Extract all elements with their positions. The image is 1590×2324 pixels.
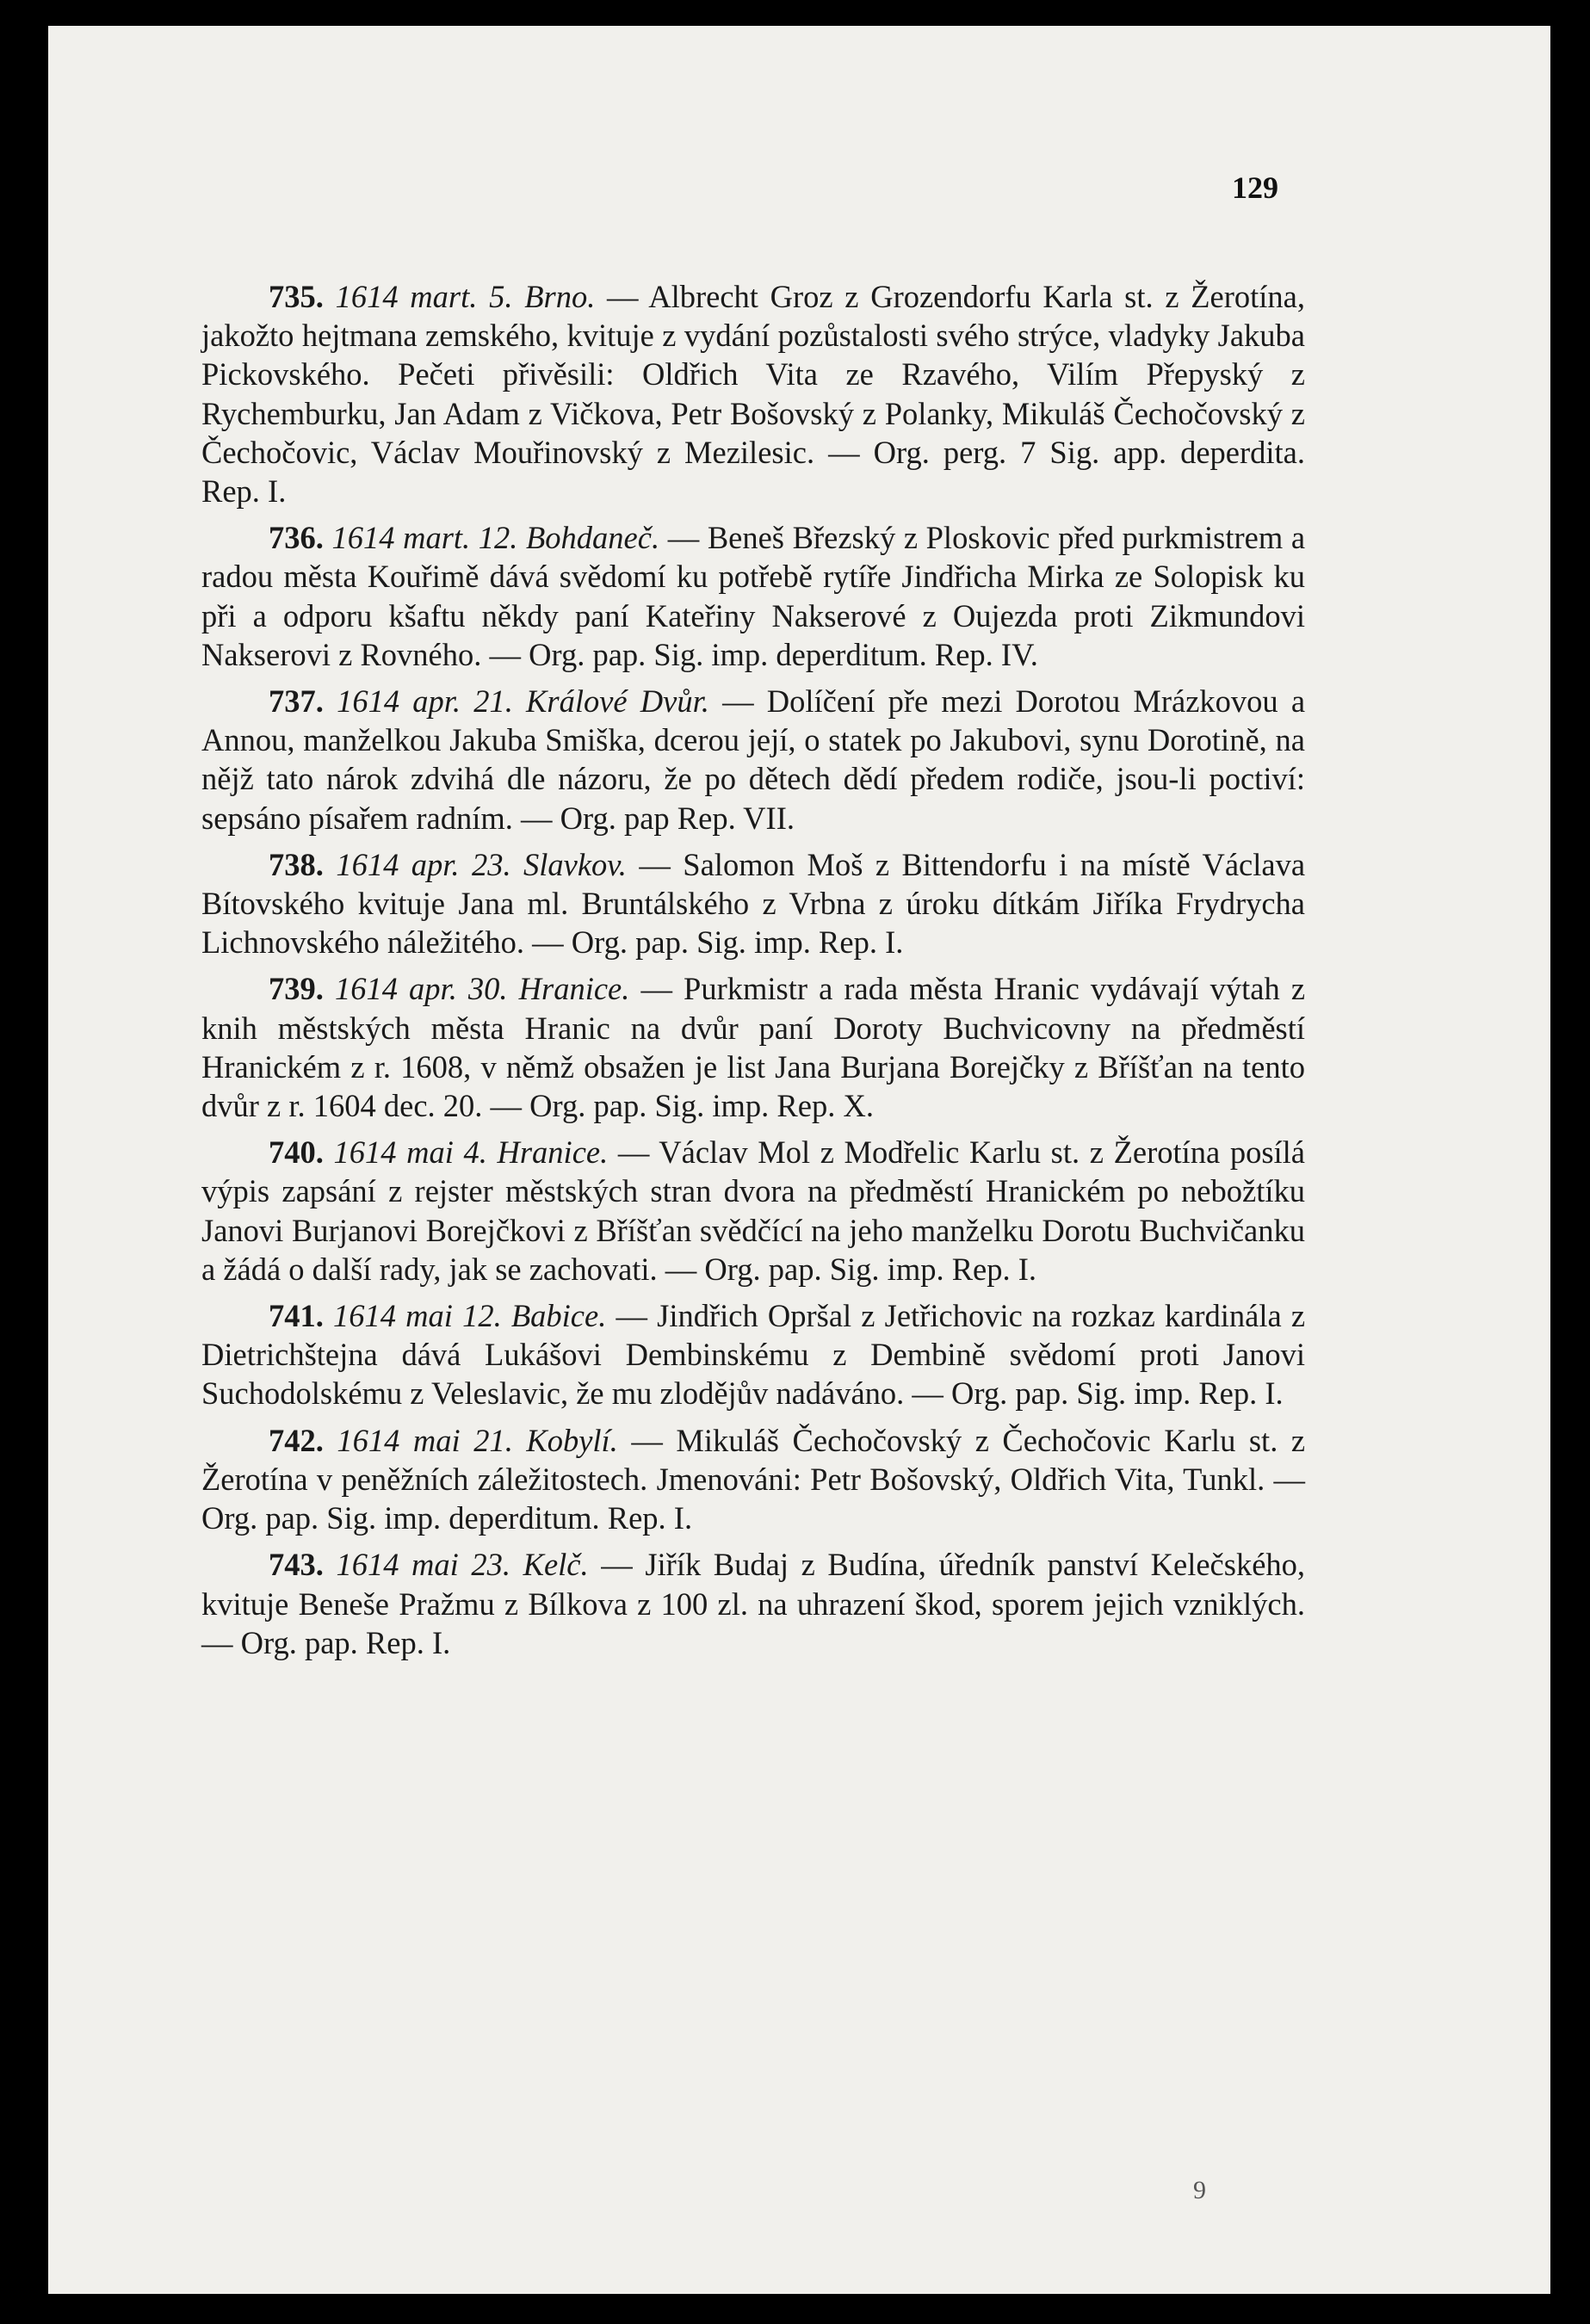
entry-text: Jindřich Opršal z Jetřichovic na rozkaz kardinála z Dietrichštejna dává Lukášovi Dembinskému z Dembině svědomí proti Janovi Suchodolskému z Veleslavic, že mu zlodějův nadáváno. — Org. pap. Sig. imp. Rep. I. <box>201 1298 1306 1412</box>
entry-text: Purkmistr a rada města Hranic vydávají výtah z knih městských města Hranic na dvůr paní Doroty Buchvicovny na předměstí Hranickém z r. 1608, v němž obsažen je list Jana Burjana Borejčky z Bříšťan na tento dvůr z r. 1604 dec. 20. — Org. pap. Sig. imp. Rep. X. <box>201 971 1306 1124</box>
entry-738: 738. 1614 apr. 23. Slavkov. — Salomon Moš z Bittendorfu i na místě Václava Bítovského kvituje Jana ml. Bruntálského z Vrbna z úroku dítkám Jiříka Frydrycha Lichnovského náležitého. — Org. pap. Sig. imp. Rep. I. <box>201 846 1306 961</box>
signature-mark: 9 <box>1193 2176 1206 2204</box>
entry-number: 737. <box>269 683 324 720</box>
page-number: 129 <box>1232 170 1278 205</box>
entry-737: 737. 1614 apr. 21. Králové Dvůr. — Dolíčení pře mezi Dorotou Mrázkovou a Annou, manželkou Jakuba Smiška, dcerou její, o statek po Jakubovi, synu Dorotině, na nějž tato nárok zdvihá dle názoru, že po dětech dědí předem rodiče, jsou-li poctiví: sepsáno písařem radním. — Org. pap Rep. VII. <box>201 683 1306 836</box>
entry-text: Albrecht Groz z Grozendorfu Karla st. z Žerotína, jakožto hejtmana zemského, kvituje z vydání pozůstalosti svého strýce, vladyky Jakuba Pickovského. Pečeti přivěsili: Oldřich Vita ze Rzavého, Vilím Přepyský z Rychemburku, Jan Adam z Vičkova, Petr Bošovský z Polanky, Mikuláš Čechočovský z Čechočovic, Václav Mouřinovský z Mezilesic. — Org. perg. 7 Sig. app. deperdita. Rep. I. <box>201 279 1305 510</box>
entry-place: Kobylí. <box>526 1422 618 1458</box>
entry-place: Slavkov. <box>523 846 627 882</box>
entry-place: Kelč. <box>523 1547 589 1583</box>
entry-text: Václav Mol z Modřelic Karlu st. z Žerotína posílá výpis zapsání z rejster městských stran dvora na předměstí Hranickém po nebožtíku Janovi Burjanovi Borejčkovi z Bříšťan svědčící na jeho manželku Dorotu Buchvičanku a žádá o další rady, jak se zachovati. — Org. pap. Sig. imp. Rep. I. <box>201 1134 1306 1287</box>
entry-date: 1614 mai 12. <box>333 1298 502 1334</box>
entry-date: 1614 apr. 21. <box>337 683 513 720</box>
entry-date: 1614 mai 4. <box>333 1134 487 1171</box>
entry-date: 1614 mai 21. <box>337 1422 513 1458</box>
entry-place: Babice. <box>510 1298 607 1334</box>
entry-date: 1614 mai 23. <box>336 1547 511 1583</box>
entry-date: 1614 mart. 5. <box>335 279 513 314</box>
entry-place: Králové Dvůr. <box>526 683 709 720</box>
entry-735: 735. 1614 mart. 5. Brno. — Albrecht Groz z Grozendorfu Karla st. z Žerotína, jakožto hejtmana zemského, kvituje z vydání pozůstalosti svého strýce, vladyky Jakuba Pickovského. Pečeti přivěsili: Oldřich Vita ze Rzavého, Vilím Přepyský z Rychemburku, Jan Adam z Vičkova, Petr Bošovský z Polanky, Mikuláš Čechočovský z Čechočovic, Václav Mouřinovský z Mezilesic. — Org. perg. 7 Sig. app. deperdita. Rep. I. <box>201 279 1305 510</box>
entry-place: Bohdaneč. <box>526 520 660 556</box>
entry-text: Dolíčení pře mezi Dorotou Mrázkovou a Annou, manželkou Jakuba Smiška, dcerou její, o statek po Jakubovi, synu Dorotině, na nějž tato nárok zdvihá dle názoru, že po dětech dědí předem rodiče, jsou-li poctiví: sepsáno písařem radním. — Org. pap Rep. VII. <box>201 683 1306 836</box>
entry-text: Beneš Březský z Ploskovic před purkmistrem a radou města Kouřimě dává svědomí ku potřebě rytíře Jindřicha Mirka ze Solopisk ku při a odporu kšaftu někdy paní Kateřiny Nakserové z Oujezda proti Zikmundovi Nakserovi z Rovného. — Org. pap. Sig. imp. deperditum. Rep. IV. <box>201 520 1306 672</box>
document-page <box>48 26 1550 2294</box>
entry-place: Brno. <box>524 279 596 314</box>
entry-number: 740. <box>269 1134 324 1171</box>
entry-736: 736. 1614 mart. 12. Bohdaneč. — Beneš Březský z Ploskovic před purkmistrem a radou města Kouřimě dává svědomí ku potřebě rytíře Jindřicha Mirka ze Solopisk ku při a odporu kšaftu někdy paní Kateřiny Nakserové z Oujezda proti Zikmundovi Nakserovi z Rovného. — Org. pap. Sig. imp. deperditum. Rep. IV. <box>201 520 1306 672</box>
entry-742: 742. 1614 mai 21. Kobylí. — Mikuláš Čechočovský z Čechočovic Karlu st. z Žerotína v peněžních záležitostech. Jmenováni: Petr Bošovský, Oldřich Vita, Tunkl. — Org. pap. Sig. imp. deperditum. Rep. I. <box>201 1422 1306 1536</box>
entry-743: 743. 1614 mai 23. Kelč. — Jiřík Budaj z Budína, úředník panství Kelečského, kvituje Beneše Pražmu z Bílkova z 100 zl. na uhrazení škod, sporem jejich vzniklých. — Org. pap. Rep. I. <box>201 1547 1306 1660</box>
entry-text: Jiřík Budaj z Budína, úředník panství Kelečského, kvituje Beneše Pražmu z Bílkova z 100 zl. na uhrazení škod, sporem jejich vzniklých. — Org. pap. Rep. I. <box>201 1547 1306 1660</box>
entry-date: 1614 apr. 23. <box>336 846 511 882</box>
entry-number: 739. <box>269 971 324 1007</box>
entry-date: 1614 apr. 30. <box>334 971 508 1007</box>
entry-number: 738. <box>269 846 324 882</box>
entry-739: 739. 1614 apr. 30. Hranice. — Purkmistr a rada města Hranic vydávají výtah z knih městských města Hranic na dvůr paní Doroty Buchvicovny na předměstí Hranickém z r. 1608, v němž obsažen je list Jana Burjana Borejčky z Bříšťan na tento dvůr z r. 1604 dec. 20. — Org. pap. Sig. imp. Rep. X. <box>201 971 1306 1124</box>
entry-place: Hranice. <box>497 1134 609 1171</box>
entry-number: 741. <box>269 1298 324 1334</box>
entry-740: 740. 1614 mai 4. Hranice. — Václav Mol z Modřelic Karlu st. z Žerotína posílá výpis zapsání z rejster městských stran dvora na předměstí Hranickém po nebožtíku Janovi Burjanovi Borejčkovi z Bříšťan svědčící na jeho manželku Dorotu Buchvičanku a žádá o další rady, jak se zachovati. — Org. pap. Sig. imp. Rep. I. <box>201 1134 1306 1287</box>
entries-list <box>201 277 1305 1670</box>
entry-text: Mikuláš Čechočovský z Čechočovic Karlu st. z Žerotína v peněžních záležitostech. Jmenováni: Petr Bošovský, Oldřich Vita, Tunkl. — Org. pap. Sig. imp. deperditum. Rep. I. <box>201 1422 1306 1536</box>
entry-741: 741. 1614 mai 12. Babice. — Jindřich Opršal z Jetřichovic na rozkaz kardinála z Dietrichštejna dává Lukášovi Dembinskému z Dembině svědomí proti Janovi Suchodolskému z Veleslavic, že mu zlodějův nadáváno. — Org. pap. Sig. imp. Rep. I. <box>201 1298 1306 1412</box>
entry-place: Hranice. <box>518 971 630 1007</box>
entry-number: 743. <box>269 1547 324 1583</box>
entry-date: 1614 mart. 12. <box>331 520 518 556</box>
entry-number: 735. <box>269 279 324 314</box>
entry-number: 736. <box>269 520 324 556</box>
entry-text: Salomon Moš z Bittendorfu i na místě Václava Bítovského kvituje Jana ml. Bruntálského z Vrbna z úroku dítkám Jiříka Frydrycha Lichnovského náležitého. — Org. pap. Sig. imp. Rep. I. <box>201 846 1306 961</box>
entry-number: 742. <box>269 1422 324 1458</box>
